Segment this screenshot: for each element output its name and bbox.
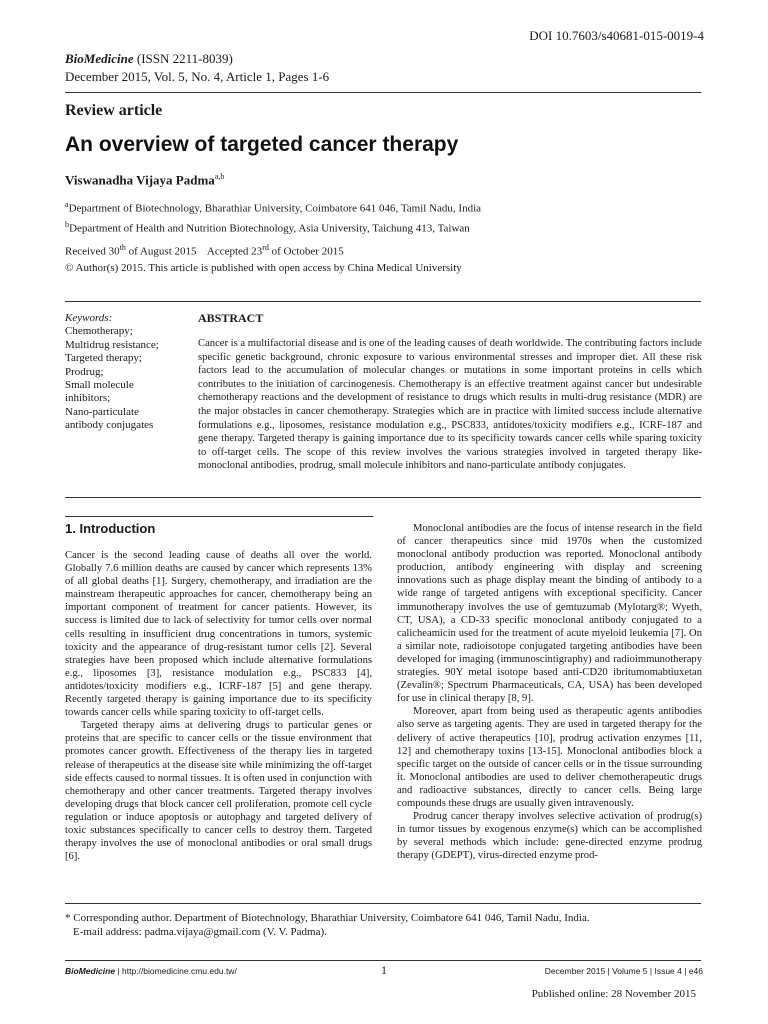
affiliation-a bbox=[65, 197, 481, 217]
footer-url[interactable]: | http://biomedicine.cmu.edu.tw/ bbox=[115, 966, 237, 976]
footnote-email: E-mail address: padma.vijaya@gmail.com (V. V. Padma). bbox=[73, 926, 327, 938]
section-divider bbox=[65, 516, 373, 517]
paragraph: Targeted therapy aims at delivering drugs to particular genes or proteins that are specific to cancer cells or the tissue environment that promotes cancer growth. Effectiveness of the therapy lies in targeted release of therapeutics at the disease site while minimizing the off-target side effects caused to normal tissues. It is often used in conjunction with chemotherapy and other cancer treatments. Targeted therapy involves developing drugs that block cancer cell proliferation, promote cell cycle regulation or induce apoptosis or autophagy and targeted delivery of toxic substances specifically to cancer cells to destroy them. Targeted therapy involves the use of monoclonal antibodies or oral small drugs [6]. bbox=[65, 720, 372, 863]
page-number: 1 bbox=[381, 963, 387, 977]
accepted-text: of August 2015 Accepted 23 bbox=[125, 245, 263, 258]
abstract-heading: ABSTRACT bbox=[198, 311, 264, 325]
keyword-item: Targeted therapy; bbox=[65, 352, 142, 365]
keyword-item: Chemotherapy; bbox=[65, 325, 133, 338]
keywords-heading: Keywords: bbox=[65, 312, 113, 324]
section-heading-introduction: 1. Introduction bbox=[65, 521, 156, 536]
left-column bbox=[65, 549, 372, 863]
author-sup: a,b bbox=[214, 172, 225, 181]
journal-name: BioMedicine bbox=[65, 51, 134, 66]
paragraph: Prodrug cancer therapy involves selective activation of prodrug(s) in tumor tissues by exogenous enzyme(s) which can be accomplished by several methods which include: gene-directed enzyme prodrug therapy (GDEPT), virus-directed enzyme prod- bbox=[397, 811, 702, 862]
accepted-sup: rd bbox=[262, 243, 269, 252]
footnote-divider bbox=[65, 903, 701, 904]
article-type: Review article bbox=[65, 102, 163, 119]
keyword-item: Prodrug; bbox=[65, 365, 104, 378]
keyword-item: Nano-particulate bbox=[65, 405, 139, 418]
keyword-item: inhibitors; bbox=[65, 392, 111, 405]
journal-issn: (ISSN 2211-8039) bbox=[133, 51, 233, 66]
affiliations bbox=[65, 197, 481, 236]
author-line bbox=[65, 172, 224, 188]
footer-issue: December 2015 | Volume 5 | Issue 4 | e46 bbox=[544, 966, 703, 976]
affiliation-text: Department of Biotechnology, Bharathiar University, Coimbatore 641 046, Tamil Nadu, India bbox=[68, 202, 482, 215]
footer-divider bbox=[65, 960, 701, 961]
right-column bbox=[397, 522, 702, 862]
article-dates bbox=[65, 240, 462, 276]
keyword-item: Multidrug resistance; bbox=[65, 338, 159, 351]
copyright: © Author(s) 2015. This article is published with open access by China Medical University bbox=[65, 261, 462, 274]
journal-info bbox=[65, 50, 329, 86]
keywords-box bbox=[65, 312, 190, 433]
footnote-line: * Corresponding author. Department of Biotechnology, Bharathiar University, Coimbatore 641 046, Tamil Nadu, India. bbox=[65, 912, 590, 924]
received-sup: th bbox=[119, 243, 126, 252]
accepted-date: of October 2015 bbox=[268, 245, 344, 258]
footer-journal-name: BioMedicine bbox=[65, 966, 116, 976]
journal-issue: December 2015, Vol. 5, No. 4, Article 1, Pages 1-6 bbox=[65, 69, 330, 84]
header-divider bbox=[65, 92, 701, 93]
affiliation-b bbox=[65, 217, 481, 237]
received-accepted bbox=[65, 240, 462, 260]
affiliation-sup: b bbox=[65, 219, 69, 229]
published-date: Published online: 28 November 2015 bbox=[531, 988, 696, 1000]
received-text: Received 30 bbox=[65, 245, 120, 258]
abstract-text: Cancer is a multifactorial disease and is one of the leading causes of death worldwide. The contributing factors include specific genetic background, chronic exposure to various environmental stresses and improper diet. All these risk factors lead to the accumulation of molecular changes or mutations in some important proteins in cells which contributes to the initiation of carcinogenesis. Chemotherapy is an effective treatment against cancer but undesirable chemotherapy reactions and the development of resistance to drugs which results in multi-drug resistance (MDR) are the major obstacles in cancer chemotherapy. Strategies which are in practice with limited success include alternative formulations e.g., liposomes, resistance modulation e.g., PSC833, antidotes/toxicity modifiers e.g., ICRF-187 and gene therapy. Targeted therapy is gaining importance due to its specificity towards cancer cells while sparing toxicity to off-target cells. The scope of this review involves the various strategies involved in targeted therapy like-monoclonal antibodies, prodrug, small molecule inhibitors and nano-particulate antibody conjugates. bbox=[198, 338, 702, 472]
keyword-item: antibody conjugates bbox=[65, 419, 154, 432]
corresponding-author-footnote bbox=[65, 911, 590, 939]
paragraph: Moreover, apart from being used as therapeutic agents antibodies also serve as targeting agents. They are used in targeted therapy for the delivery of active therapeutics [10], prodrug activation enzymes [11, 12] and chemotherapy toxins [13-15]. Monoclonal antibodies block a specific target on the outside of cancer cells or in the tissue surrounding it. Monoclonal antibodies are used to deliver chemotherapeutic drugs and radioactive substances, directly to cancer cells. Being large compounds these drugs are usually given intravenously. bbox=[397, 706, 702, 809]
affiliation-text: Department of Health and Nutrition Biotechnology, Asia University, Taichung 413, Taiwan bbox=[69, 222, 470, 235]
author-name: Viswanadha Vijaya Padma bbox=[65, 172, 215, 188]
paragraph: Cancer is the second leading cause of deaths all over the world. Globally 7.6 million deaths are caused by cancer which represents 13% of all global deaths [1]. Surgery, chemotherapy, and irradiation are the mainstream therapeutic approaches for cancer, chemotherapy being an important component of treatment for cancer patients. However, its success is limited due to lack of selectivity for tumor cells over normal cells resulting in insufficient drug concentrations in tumors, systemic toxicity and the appearance of drug-resistant tumor cells [2]. Several strategies have been proposed which include alternative formulations e.g., liposomes [3], resistance modulation e.g., PSC833 [4], antidotes/toxicity modifiers e.g., ICRF-187 [5] and gene therapy. Recently targeted therapy is gaining importance due to its specificity towards cancer cells while sparing toxicity to off-target cells. bbox=[65, 550, 372, 719]
abstract-divider-top bbox=[65, 301, 701, 302]
affiliation-sup: a bbox=[65, 200, 69, 209]
article-title: An overview of targeted cancer therapy bbox=[65, 133, 459, 156]
keyword-item: Small molecule bbox=[65, 379, 134, 392]
footer-journal bbox=[65, 966, 237, 976]
doi-label: DOI 10.7603/s40681-015-0019-4 bbox=[529, 28, 704, 43]
abstract-divider-bottom bbox=[65, 497, 701, 498]
paragraph: Monoclonal antibodies are the focus of intense research in the field of cancer therapeutics since mid 1970s when the customized monoclonal antibody production was reported. Monoclonal antibody production, antibody engineering with display and screening innovations such as phage display meant the binding of antibody to a wide range of targeted antigens with exceptional specificity. Cancer immunotherapy involves the use of gemtuzumab (Mylotarg®; Wyeth, CT, USA), a CD-33 specific monoclonal antibody conjugated to a calicheamicin used for the treatment of acute myeloid leukemia [7]. On a similar note, radioisotope conjugated targeting antibodies have been developed for imaging (immunoscintigraphy) and radioimmunotherapy strategies. 90Y metal isotope based anti-CD20 ibritumomabtiuxetan (Zevalin®; Spectrum Pharmaceuticals, CA, USA) has been developed for use in clinical therapy [8, 9]. bbox=[397, 523, 702, 705]
